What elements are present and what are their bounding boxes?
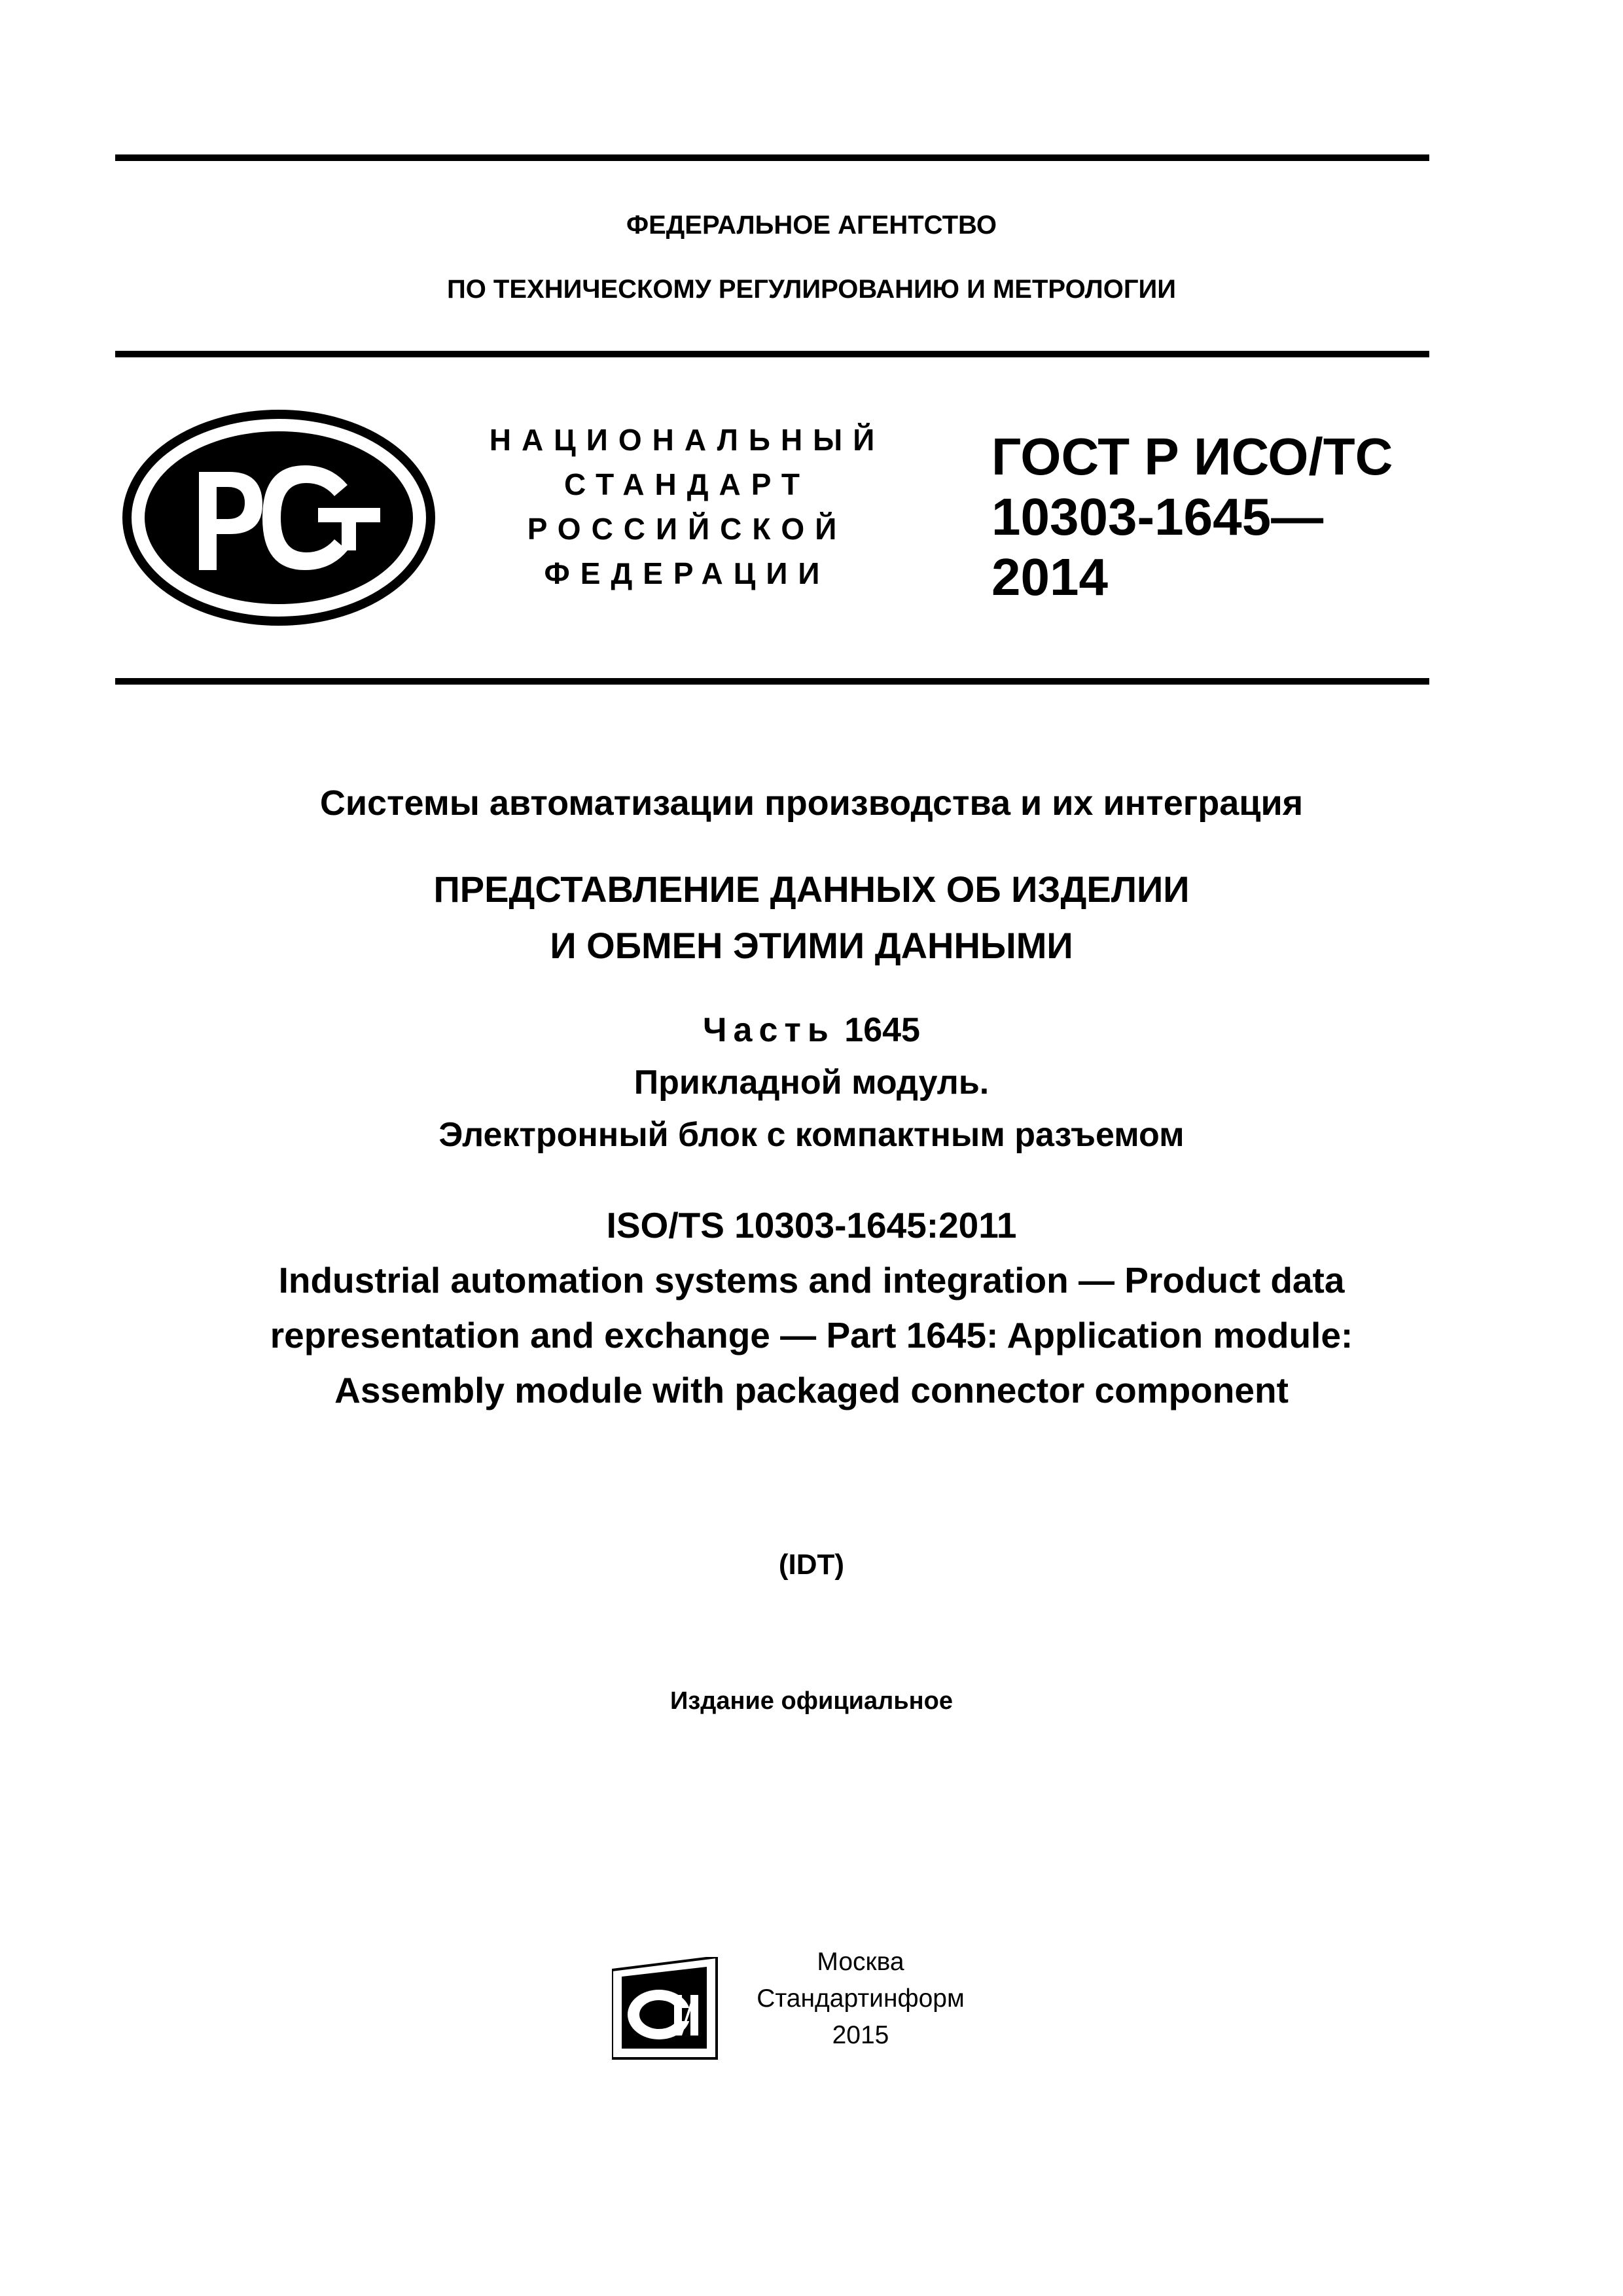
part-block xyxy=(0,1004,1623,1161)
main-title xyxy=(0,861,1623,974)
top-rule xyxy=(115,154,1429,161)
part-word: Часть xyxy=(703,1011,835,1049)
pct-emblem-icon xyxy=(122,410,436,626)
series-title: Системы автоматизации производства и их интеграция xyxy=(319,783,1304,823)
title-block-rule xyxy=(115,678,1429,685)
gost-line-1: ГОСТ Р ИСО/ТС xyxy=(991,427,1393,486)
national-line-3: РОССИЙСКОЙ xyxy=(527,512,847,546)
main-title-line-1: ПРЕДСТАВЛЕНИЕ ДАННЫХ ОБ ИЗДЕЛИИ xyxy=(433,869,1190,910)
gost-line-2: 10303-1645— xyxy=(991,488,1324,546)
national-standard-label xyxy=(432,418,942,596)
header-rule xyxy=(115,351,1429,357)
agency-line-1: ФЕДЕРАЛЬНОЕ АГЕНТСТВО xyxy=(626,211,997,240)
standartinform-logo-icon xyxy=(612,1957,726,2062)
iso-code: ISO/TS 10303-1645:2011 xyxy=(606,1205,1017,1246)
english-line-2: representation and exchange — Part 1645: Application module: xyxy=(270,1315,1353,1355)
main-title-line-2: И ОБМЕН ЭТИМИ ДАННЫМИ xyxy=(550,925,1073,966)
english-line-3: Assembly module with packaged connector component xyxy=(334,1370,1289,1410)
national-line-1: НАЦИОНАЛЬНЫЙ xyxy=(489,423,885,457)
part-title-line-2: Электронный блок с компактным разъемом xyxy=(438,1116,1185,1154)
part-heading xyxy=(0,1004,1623,1056)
publisher-block xyxy=(733,1944,988,2054)
english-title xyxy=(0,1198,1623,1418)
publisher-city: Москва xyxy=(817,1948,904,1976)
part-number: 1645 xyxy=(844,1011,920,1049)
publisher-year: 2015 xyxy=(832,2021,889,2049)
edition-label: Издание официальное xyxy=(670,1687,953,1715)
publisher-name: Стандартинформ xyxy=(757,1984,965,2013)
part-title-line-1: Прикладной модуль. xyxy=(633,1064,990,1102)
gost-line-3: 2014 xyxy=(991,548,1108,606)
national-line-4: ФЕДЕРАЦИИ xyxy=(544,556,830,590)
english-line-1: Industrial automation systems and integration — Product data xyxy=(278,1260,1345,1300)
gost-designation xyxy=(991,427,1393,607)
agency-line-2: ПО ТЕХНИЧЕСКОМУ РЕГУЛИРОВАНИЮ И МЕТРОЛОГИИ xyxy=(446,275,1177,304)
idt-label: (IDT) xyxy=(778,1549,845,1581)
national-line-2: СТАНДАРТ xyxy=(564,467,810,501)
